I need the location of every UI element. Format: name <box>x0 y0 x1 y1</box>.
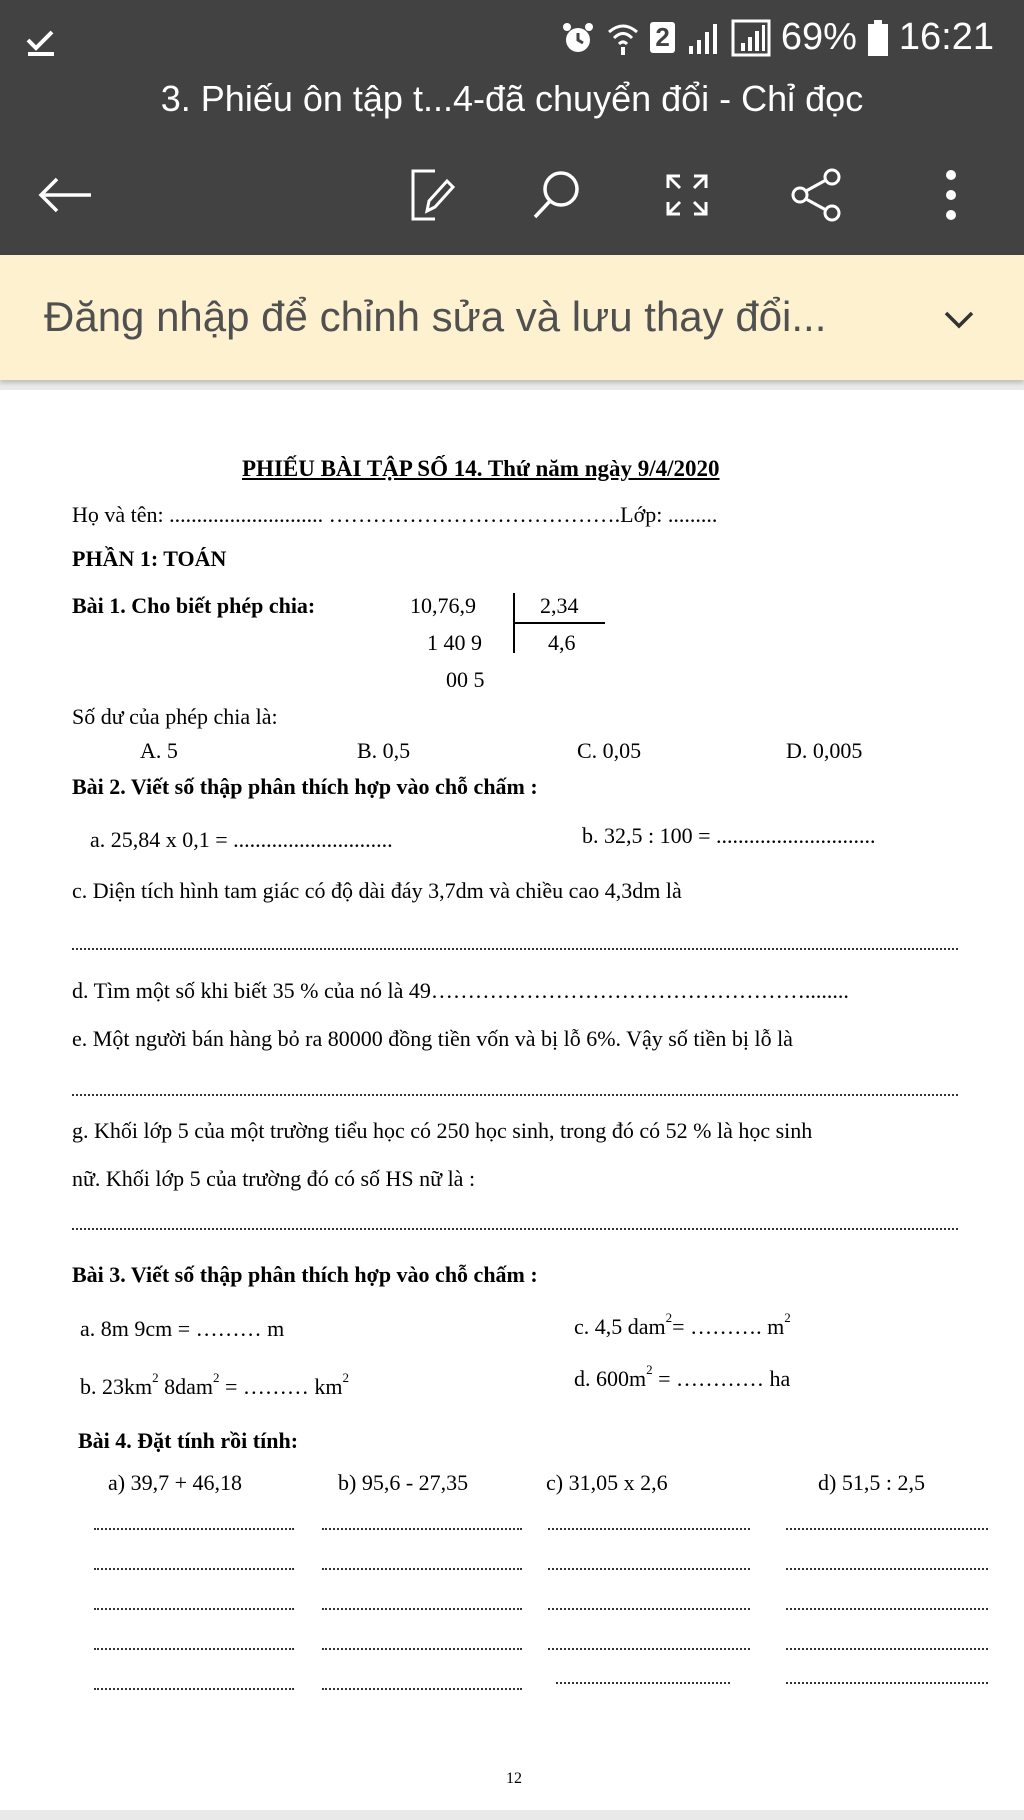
working-line <box>786 1682 988 1684</box>
exercise2-e: e. Một người bán hàng bỏ ra 80000 đồng tiền vốn và bị lỗ 6%. Vậy số tiền bị lỗ là <box>72 1026 793 1051</box>
edit-button[interactable] <box>396 160 466 230</box>
exercise2-g-line1: g. Khối lớp 5 của một trường tiểu học có 250 học sinh, trong đó có 52 % là học sinh <box>72 1118 813 1143</box>
download-complete-icon <box>24 24 58 58</box>
working-line <box>548 1568 750 1570</box>
toolbar <box>0 160 1024 230</box>
expand-icon <box>662 170 712 220</box>
option-c: C. 0,05 <box>577 738 642 763</box>
option-b: B. 0,5 <box>357 738 411 763</box>
battery-percent: 69% <box>780 16 857 58</box>
page-number: 12 <box>506 1770 522 1787</box>
name-class-line: Họ và tên: ............................ ………………………………….Lớp: ......... <box>72 502 718 527</box>
working-line <box>94 1528 294 1530</box>
exercise4-c: c) 31,05 x 2,6 <box>546 1470 668 1495</box>
exercise2-c: c. Diện tích hình tam giác có độ dài đáy 3,7dm và chiều cao 4,3dm là <box>72 878 682 903</box>
more-vertical-icon <box>943 168 959 222</box>
option-a: A. 5 <box>140 738 178 763</box>
part1-heading: PHẦN 1: TOÁN <box>72 546 227 571</box>
clock: 16:21 <box>898 16 994 58</box>
fullscreen-button[interactable] <box>652 160 722 230</box>
working-line <box>322 1608 522 1610</box>
chevron-down-icon[interactable] <box>934 295 984 345</box>
working-line <box>94 1648 294 1650</box>
signal-icon-2 <box>731 19 771 57</box>
division-horizontal-line <box>515 622 605 624</box>
search-button[interactable] <box>522 160 592 230</box>
working-line <box>94 1688 294 1690</box>
working-line <box>548 1528 750 1530</box>
worksheet-heading: PHIẾU BÀI TẬP SỐ 14. Thứ năm ngày 9/4/2020 <box>242 456 720 481</box>
division-remainder-1: 1 40 9 <box>427 630 482 655</box>
signal-icon <box>685 20 721 56</box>
exercise3-a: a. 8m 9cm = ……… m <box>80 1316 285 1341</box>
option-d: D. 0,005 <box>786 738 863 763</box>
edit-pen-icon <box>405 167 457 223</box>
exercise3-b: b. $23km^2$ 8dam$^2$ = ……… $km^2$ <box>80 1370 350 1399</box>
exercise4-title: Bài 4. Đặt tính rồi tính: <box>78 1428 299 1453</box>
division-remainder-2: 00 5 <box>446 667 485 692</box>
division-dividend: 10,76,9 <box>410 593 476 618</box>
exercise2-d: d. Tìm một số khi biết 35 % của nó là 49……………………………………………........ <box>72 978 849 1003</box>
working-line <box>322 1648 522 1650</box>
working-line <box>94 1568 294 1570</box>
division-divisor: 2,34 <box>540 593 579 618</box>
wifi-calling-icon <box>606 20 640 56</box>
exercise2-b: b. 32,5 : 100 = ............................. <box>582 823 876 848</box>
banner-text: Đăng nhập để chỉnh sửa và lưu thay đổi... <box>44 293 827 340</box>
exercise3-d: d. $600m^2$ = ………… ha <box>574 1362 791 1391</box>
exercise2-a: a. 25,84 x 0,1 = ............................. <box>90 827 393 852</box>
answer-line <box>72 1228 958 1230</box>
app-header <box>0 0 1024 255</box>
working-line <box>786 1648 988 1650</box>
exercise1-label: Bài 1. Cho biết phép chia: <box>72 593 316 618</box>
document-page <box>0 390 1024 1810</box>
working-line <box>786 1568 988 1570</box>
working-line <box>548 1608 750 1610</box>
exercise4-d: d) 51,5 : 2,5 <box>818 1470 925 1495</box>
working-line <box>322 1688 522 1690</box>
battery-icon <box>867 19 889 57</box>
exercise1-question: Số dư của phép chia là: <box>72 704 278 729</box>
sign-in-banner[interactable] <box>0 255 1024 380</box>
exercise3-title: Bài 3. Viết số thập phân thích hợp vào chỗ chấm : <box>72 1262 538 1287</box>
working-line <box>786 1608 988 1610</box>
working-line <box>322 1568 522 1570</box>
answer-line <box>72 1094 958 1096</box>
back-button[interactable] <box>30 160 100 230</box>
exercise4-b: b) 95,6 - 27,35 <box>338 1470 469 1495</box>
working-line <box>556 1682 730 1684</box>
working-line <box>786 1528 988 1530</box>
back-arrow-icon <box>37 175 93 215</box>
working-line <box>94 1608 294 1610</box>
more-options-button[interactable] <box>916 160 986 230</box>
document-title: 3. Phiếu ôn tập t...4-đã chuyển đổi - Chỉ đọc <box>160 78 864 119</box>
exercise3-c: c. 4,5 dam$^2$= ………. $m^2$ <box>574 1310 791 1339</box>
exercise2-title: Bài 2. Viết số thập phân thích hợp vào chỗ chấm : <box>72 774 538 799</box>
division-quotient: 4,6 <box>548 630 576 655</box>
exercise2-g-line2: nữ. Khối lớp 5 của trường đó có số HS nữ là : <box>72 1166 476 1191</box>
search-icon <box>529 167 585 223</box>
alarm-icon <box>560 20 596 56</box>
share-button[interactable] <box>782 160 852 230</box>
answer-line <box>72 948 958 950</box>
working-line <box>322 1528 522 1530</box>
share-icon <box>790 167 844 223</box>
exercise4-a: a) 39,7 + 46,18 <box>108 1470 242 1495</box>
status-bar <box>0 10 1024 68</box>
working-line <box>548 1648 750 1650</box>
sim-badge: 2 <box>650 22 674 53</box>
